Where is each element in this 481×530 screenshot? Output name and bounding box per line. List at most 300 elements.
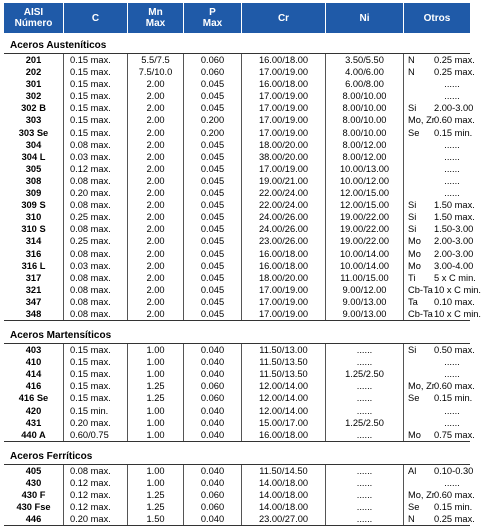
cell-cr: 17.00/19.00 — [242, 163, 326, 175]
table-row — [4, 211, 475, 223]
cell-p: 0.200 — [184, 114, 242, 126]
cell-otros-element: Si — [408, 212, 417, 223]
cell-c: 0.20 max. — [64, 187, 128, 199]
table-row — [4, 429, 475, 441]
cell-ni: 8.00/10.00 — [326, 127, 404, 139]
cell-p: 0.045 — [184, 211, 242, 223]
cell-otros-element: Si — [408, 200, 417, 211]
cell-cr: 24.00/26.00 — [242, 211, 326, 223]
cell-ni: 10.00/12.00 — [326, 175, 404, 187]
cell-ni: 19.00/22.00 — [326, 211, 404, 223]
cell-ni: 1.25/2.50 — [326, 368, 404, 380]
cell-otros-value: ...... — [444, 163, 460, 174]
table-row — [4, 78, 470, 90]
cell-aisi: 309 S — [4, 199, 64, 211]
cell-aisi: 414 — [4, 368, 64, 380]
cell-otros-value: 2.00-3.00 — [434, 236, 474, 247]
cell-ni: 11.00/15.00 — [326, 272, 404, 284]
cell-otros-value: 0.15 min. — [434, 127, 473, 138]
cell-otros-element: Cb-Ta — [408, 308, 433, 319]
section-title: Aceros Austeníticos — [10, 40, 107, 51]
cell-ni: 9.00/13.00 — [326, 296, 404, 308]
cell-p: 0.045 — [184, 296, 242, 308]
table-row — [4, 175, 470, 187]
cell-cr: 17.00/19.00 — [242, 114, 326, 126]
cell-otros-value: ...... — [444, 357, 460, 368]
cell-cr: 14.00/18.00 — [242, 501, 326, 513]
cell-otros-value: 5 x C min. — [434, 272, 476, 283]
cell-otros-value: 0.60 max. — [434, 490, 475, 500]
cell-aisi: 347 — [4, 296, 64, 308]
table-row — [4, 356, 470, 368]
cell-aisi: 301 — [4, 78, 64, 90]
header-mn-line2: Max — [145, 18, 166, 29]
cell-p: 0.045 — [184, 187, 242, 199]
cell-otros-value: ...... — [444, 405, 460, 416]
cell-p: 0.045 — [184, 223, 242, 235]
cell-cr: 14.00/18.00 — [242, 477, 326, 489]
cell-mn: 2.00 — [128, 163, 184, 175]
cell-aisi: 430 — [4, 477, 64, 489]
cell-aisi: 431 — [4, 417, 64, 429]
cell-p: 0.040 — [184, 417, 242, 429]
cell-otros-value: 0.10 max. — [434, 296, 475, 307]
cell-aisi: 416 Se — [4, 392, 64, 404]
cell-aisi: 302 — [4, 90, 64, 102]
cell-otros-element: N — [408, 67, 415, 78]
cell-mn: 2.00 — [128, 175, 184, 187]
cell-aisi: 309 — [4, 187, 64, 199]
table-row — [4, 114, 475, 126]
header-cr — [242, 3, 326, 33]
header-p-line1: P — [209, 7, 216, 18]
cell-c: 0.08 max. — [64, 199, 128, 211]
cell-p: 0.045 — [184, 78, 242, 90]
cell-cr: 14.00/18.00 — [242, 489, 326, 501]
cell-ni: 8.00/10.00 — [326, 90, 404, 102]
cell-otros-element: Mo — [408, 236, 421, 247]
cell-cr: 16.00/18.00 — [242, 54, 326, 66]
cell-ni: 10.00/13.00 — [326, 163, 404, 175]
cell-aisi: 314 — [4, 235, 64, 247]
cell-p: 0.060 — [184, 392, 242, 404]
table-body — [4, 39, 481, 526]
cell-aisi: 416 — [4, 380, 64, 392]
cell-c: 0.12 max. — [64, 501, 128, 513]
cell-ni: ...... — [326, 477, 404, 489]
cell-aisi: 316 — [4, 248, 64, 260]
cell-mn: 2.00 — [128, 223, 184, 235]
cell-c: 0.15 max. — [64, 54, 128, 66]
cell-aisi: 304 — [4, 139, 64, 151]
cell-mn: 1.00 — [128, 477, 184, 489]
cell-otros-value: ...... — [444, 477, 460, 488]
cell-otros-value: ...... — [444, 369, 460, 380]
cell-otros-value: 3.00-4.00 — [434, 260, 474, 271]
cell-p: 0.045 — [184, 284, 242, 296]
cell-otros-value: 0.15 min. — [434, 502, 473, 513]
cell-p: 0.040 — [184, 513, 242, 525]
cell-p: 0.040 — [184, 477, 242, 489]
cell-ni: ...... — [326, 380, 404, 392]
header-cr-label: Cr — [277, 12, 290, 24]
cell-cr: 11.50/13.50 — [242, 368, 326, 380]
cell-c: 0.25 max. — [64, 211, 128, 223]
cell-otros-value: 0.25 max. — [434, 55, 475, 65]
cell-otros-element — [404, 477, 434, 489]
cell-otros-value: ...... — [444, 417, 460, 428]
cell-aisi: 310 S — [4, 223, 64, 235]
cell-ni: 9.00/12.00 — [326, 284, 404, 296]
cell-c: 0.08 max. — [64, 175, 128, 187]
cell-ni: 12.00/15.00 — [326, 187, 404, 199]
cell-c: 0.20 max. — [64, 513, 128, 525]
header-aisi-line2: Número — [14, 18, 53, 29]
cell-cr: 17.00/19.00 — [242, 90, 326, 102]
header-aisi-line1: AISI — [23, 7, 44, 18]
cell-otros-value: 0.75 max. — [434, 429, 475, 440]
table-row — [4, 102, 474, 114]
table-row — [4, 163, 470, 175]
cell-mn: 1.00 — [128, 356, 184, 368]
cell-c: 0.08 max. — [64, 296, 128, 308]
cell-c: 0.15 max. — [64, 66, 128, 78]
table-row — [4, 380, 475, 392]
cell-cr: 23.00/27.00 — [242, 513, 326, 525]
cell-mn: 1.00 — [128, 465, 184, 477]
cell-mn: 2.00 — [128, 284, 184, 296]
cell-aisi: 316 L — [4, 260, 64, 272]
cell-c: 0.25 max. — [64, 235, 128, 247]
table-row — [4, 392, 473, 404]
cell-mn: 2.00 — [128, 114, 184, 126]
cell-mn: 2.00 — [128, 187, 184, 199]
cell-mn: 2.00 — [128, 151, 184, 163]
cell-otros-element: Se — [408, 502, 420, 513]
cell-ni: 8.00/10.00 — [326, 114, 404, 126]
cell-ni: 9.00/13.00 — [326, 308, 404, 320]
cell-aisi: 201 — [4, 54, 64, 66]
table-row — [4, 235, 474, 247]
cell-p: 0.045 — [184, 248, 242, 260]
cell-aisi: 302 B — [4, 102, 64, 114]
cell-otros-value: ...... — [444, 151, 460, 162]
cell-mn: 7.5/10.0 — [128, 66, 184, 78]
table-row — [4, 405, 470, 417]
cell-c: 0.15 max. — [64, 380, 128, 392]
cell-p: 0.045 — [184, 90, 242, 102]
cell-otros-element — [404, 368, 434, 380]
section-title: Aceros Ferríticos — [10, 450, 93, 462]
cell-cr: 17.00/19.00 — [242, 127, 326, 139]
cell-c: 0.12 max. — [64, 489, 128, 501]
cell-otros-element — [404, 139, 434, 151]
cell-ni: ...... — [326, 405, 404, 417]
cell-otros-value: ...... — [444, 188, 460, 199]
cell-ni: 4.00/6.00 — [326, 66, 404, 78]
cell-mn: 1.00 — [128, 429, 184, 441]
cell-mn: 2.00 — [128, 248, 184, 260]
cell-cr: 12.00/14.00 — [242, 380, 326, 392]
cell-c: 0.15 max. — [64, 90, 128, 102]
table-row — [4, 308, 481, 320]
cell-mn: 2.00 — [128, 211, 184, 223]
cell-ni: 1.25/2.50 — [326, 417, 404, 429]
cell-otros-element — [404, 405, 434, 417]
header-c-label: C — [91, 12, 100, 24]
cell-p: 0.060 — [184, 380, 242, 392]
table-row — [4, 223, 474, 235]
cell-p: 0.040 — [184, 344, 242, 356]
table-row — [4, 477, 470, 489]
cell-cr: 19.00/21.00 — [242, 175, 326, 187]
cell-ni: ...... — [326, 489, 404, 501]
cell-c: 0.12 max. — [64, 477, 128, 489]
cell-mn: 2.00 — [128, 272, 184, 284]
cell-c: 0.03 max. — [64, 260, 128, 272]
cell-c: 0.08 max. — [64, 465, 128, 477]
cell-mn: 2.00 — [128, 260, 184, 272]
cell-aisi: 348 — [4, 308, 64, 320]
cell-aisi: 310 — [4, 211, 64, 223]
cell-mn: 1.25 — [128, 501, 184, 513]
cell-otros-value: 10 x C min. — [434, 284, 481, 295]
cell-otros-element — [404, 90, 434, 102]
cell-otros-value: 1.50 max. — [434, 212, 475, 223]
cell-aisi: 405 — [4, 465, 64, 477]
cell-otros-element: Se — [408, 127, 420, 138]
cell-c: 0.08 max. — [64, 272, 128, 284]
cell-cr: 16.00/18.00 — [242, 429, 326, 441]
cell-cr: 17.00/19.00 — [242, 308, 326, 320]
cell-p: 0.045 — [184, 139, 242, 151]
cell-mn: 2.00 — [128, 308, 184, 320]
cell-p: 0.040 — [184, 465, 242, 477]
steel-composition-table — [4, 3, 481, 526]
cell-p: 0.045 — [184, 272, 242, 284]
cell-otros-element: N — [408, 55, 415, 65]
table-row — [4, 513, 475, 525]
cell-c: 0.15 max. — [64, 344, 128, 356]
cell-otros-value: 0.25 max. — [434, 514, 475, 525]
cell-cr: 22.00/24.00 — [242, 187, 326, 199]
table-row — [4, 368, 470, 380]
cell-otros-element — [404, 356, 434, 368]
section-rows — [4, 343, 475, 442]
table-row — [4, 54, 475, 66]
cell-c: 0.20 max. — [64, 417, 128, 429]
cell-p: 0.045 — [184, 102, 242, 114]
cell-otros-value: ...... — [444, 91, 460, 102]
cell-mn: 2.00 — [128, 199, 184, 211]
cell-otros-element: Al — [408, 465, 417, 476]
cell-ni: ...... — [326, 501, 404, 513]
cell-p: 0.045 — [184, 199, 242, 211]
cell-c: 0.15 max. — [64, 114, 128, 126]
cell-c: 0.08 max. — [64, 284, 128, 296]
table-row — [4, 417, 470, 429]
cell-aisi: 305 — [4, 163, 64, 175]
cell-ni: ...... — [326, 356, 404, 368]
cell-aisi: 317 — [4, 272, 64, 284]
cell-otros-value: ...... — [444, 79, 460, 90]
table-row — [4, 296, 475, 308]
cell-cr: 16.00/18.00 — [242, 260, 326, 272]
cell-p: 0.045 — [184, 163, 242, 175]
cell-mn: 2.00 — [128, 90, 184, 102]
cell-otros-value: 0.25 max. — [434, 67, 475, 78]
cell-cr: 12.00/14.00 — [242, 392, 326, 404]
cell-cr: 17.00/19.00 — [242, 66, 326, 78]
cell-mn: 1.25 — [128, 489, 184, 501]
cell-cr: 22.00/24.00 — [242, 199, 326, 211]
cell-ni: 8.00/12.00 — [326, 151, 404, 163]
cell-mn: 2.00 — [128, 235, 184, 247]
cell-aisi: 430 F — [4, 489, 64, 501]
header-p-line2: Max — [202, 18, 223, 29]
table-row — [4, 151, 470, 163]
cell-p: 0.045 — [184, 308, 242, 320]
cell-otros-value: 2.00-3.00 — [434, 103, 474, 114]
cell-cr: 11.50/13.50 — [242, 356, 326, 368]
cell-cr: 17.00/19.00 — [242, 102, 326, 114]
header-c — [64, 3, 128, 33]
cell-aisi: 420 — [4, 405, 64, 417]
cell-cr: 11.50/14.50 — [242, 465, 326, 477]
cell-mn: 1.00 — [128, 417, 184, 429]
cell-otros-element: Cb-Ta — [408, 284, 433, 295]
table-row — [4, 501, 473, 513]
cell-c: 0.12 max. — [64, 163, 128, 175]
cell-c: 0.08 max. — [64, 248, 128, 260]
table-row — [4, 344, 475, 356]
cell-otros-value: 2.00-3.00 — [434, 248, 474, 259]
cell-cr: 11.50/13.00 — [242, 344, 326, 356]
cell-otros-element: Ta — [408, 296, 418, 307]
cell-aisi: 410 — [4, 356, 64, 368]
cell-c: 0.08 max. — [64, 308, 128, 320]
cell-p: 0.040 — [184, 356, 242, 368]
cell-ni: ...... — [326, 392, 404, 404]
cell-otros-value: 0.10-0.30 — [434, 465, 474, 476]
cell-cr: 16.00/18.00 — [242, 78, 326, 90]
cell-c: 0.60/0.75 — [64, 429, 128, 441]
cell-otros-value: ...... — [444, 139, 460, 150]
cell-aisi: 303 — [4, 114, 64, 126]
table-row — [4, 199, 475, 211]
cell-c: 0.15 max. — [64, 102, 128, 114]
cell-aisi: 308 — [4, 175, 64, 187]
section-title: Aceros Martensíticos — [10, 330, 112, 342]
cell-p: 0.040 — [184, 405, 242, 417]
cell-mn: 1.00 — [128, 405, 184, 417]
table-row — [4, 139, 470, 151]
cell-p: 0.060 — [184, 66, 242, 78]
cell-p: 0.045 — [184, 175, 242, 187]
cell-c: 0.08 max. — [64, 139, 128, 151]
cell-otros-element: Mo, Zr — [408, 490, 435, 500]
header-otros — [404, 3, 470, 33]
table-header — [4, 3, 470, 33]
cell-ni: 8.00/12.00 — [326, 139, 404, 151]
cell-otros-value: 1.50 max. — [434, 200, 475, 211]
table-row — [4, 260, 474, 272]
cell-cr: 18.00/20.00 — [242, 272, 326, 284]
cell-otros-element — [404, 163, 434, 175]
cell-c: 0.15 max. — [64, 356, 128, 368]
cell-otros-value: 0.50 max. — [434, 345, 475, 356]
cell-otros-element — [404, 187, 434, 199]
cell-otros-element: Si — [408, 103, 417, 114]
cell-otros-element — [404, 151, 434, 163]
cell-p: 0.060 — [184, 501, 242, 513]
cell-ni: 3.50/5.50 — [326, 54, 404, 66]
cell-otros-value: 0.15 min. — [434, 393, 473, 404]
table-row — [4, 187, 470, 199]
section-rows — [4, 53, 481, 321]
cell-p: 0.060 — [184, 54, 242, 66]
cell-aisi: 403 — [4, 344, 64, 356]
cell-mn: 2.00 — [128, 296, 184, 308]
cell-otros-element: Si — [408, 224, 417, 235]
cell-otros-value: ...... — [444, 175, 460, 186]
cell-c: 0.03 max. — [64, 151, 128, 163]
table-row — [4, 489, 475, 501]
cell-c: 0.15 max. — [64, 127, 128, 139]
cell-otros-element: Mo — [408, 248, 421, 259]
cell-ni: ...... — [326, 429, 404, 441]
cell-ni: 10.00/14.00 — [326, 260, 404, 272]
cell-otros-element: Si — [408, 345, 417, 356]
cell-p: 0.200 — [184, 127, 242, 139]
cell-mn: 5.5/7.5 — [128, 54, 184, 66]
cell-mn: 1.25 — [128, 392, 184, 404]
header-mn — [128, 3, 184, 33]
cell-cr: 17.00/19.00 — [242, 296, 326, 308]
cell-cr: 12.00/14.00 — [242, 405, 326, 417]
section-rows — [4, 464, 475, 526]
cell-ni: 12.00/15.00 — [326, 199, 404, 211]
cell-c: 0.15 min. — [64, 405, 128, 417]
cell-cr: 18.00/20.00 — [242, 139, 326, 151]
cell-p: 0.060 — [184, 489, 242, 501]
cell-otros-element — [404, 417, 434, 429]
cell-otros-element: Ti — [408, 272, 416, 283]
cell-aisi: 440 A — [4, 429, 64, 441]
cell-mn: 1.25 — [128, 380, 184, 392]
cell-p: 0.045 — [184, 151, 242, 163]
table-row — [4, 272, 476, 284]
header-ni — [326, 3, 404, 33]
cell-otros-element: Se — [408, 393, 420, 404]
cell-otros-element — [404, 175, 434, 187]
cell-p: 0.040 — [184, 429, 242, 441]
cell-otros-element: Mo, Zr — [408, 115, 435, 126]
cell-cr: 24.00/26.00 — [242, 223, 326, 235]
cell-otros-value: 10 x C min. — [434, 308, 481, 319]
cell-mn: 2.00 — [128, 78, 184, 90]
cell-otros-value: 0.60 max. — [434, 115, 475, 126]
cell-mn: 2.00 — [128, 127, 184, 139]
table-row — [4, 465, 474, 477]
cell-otros-element: N — [408, 514, 415, 525]
header-ni-label: Ni — [359, 12, 370, 24]
cell-aisi: 446 — [4, 513, 64, 525]
cell-otros-value: 0.60 max. — [434, 381, 475, 392]
cell-p: 0.040 — [184, 368, 242, 380]
table-row — [4, 66, 475, 78]
cell-aisi: 304 L — [4, 151, 64, 163]
